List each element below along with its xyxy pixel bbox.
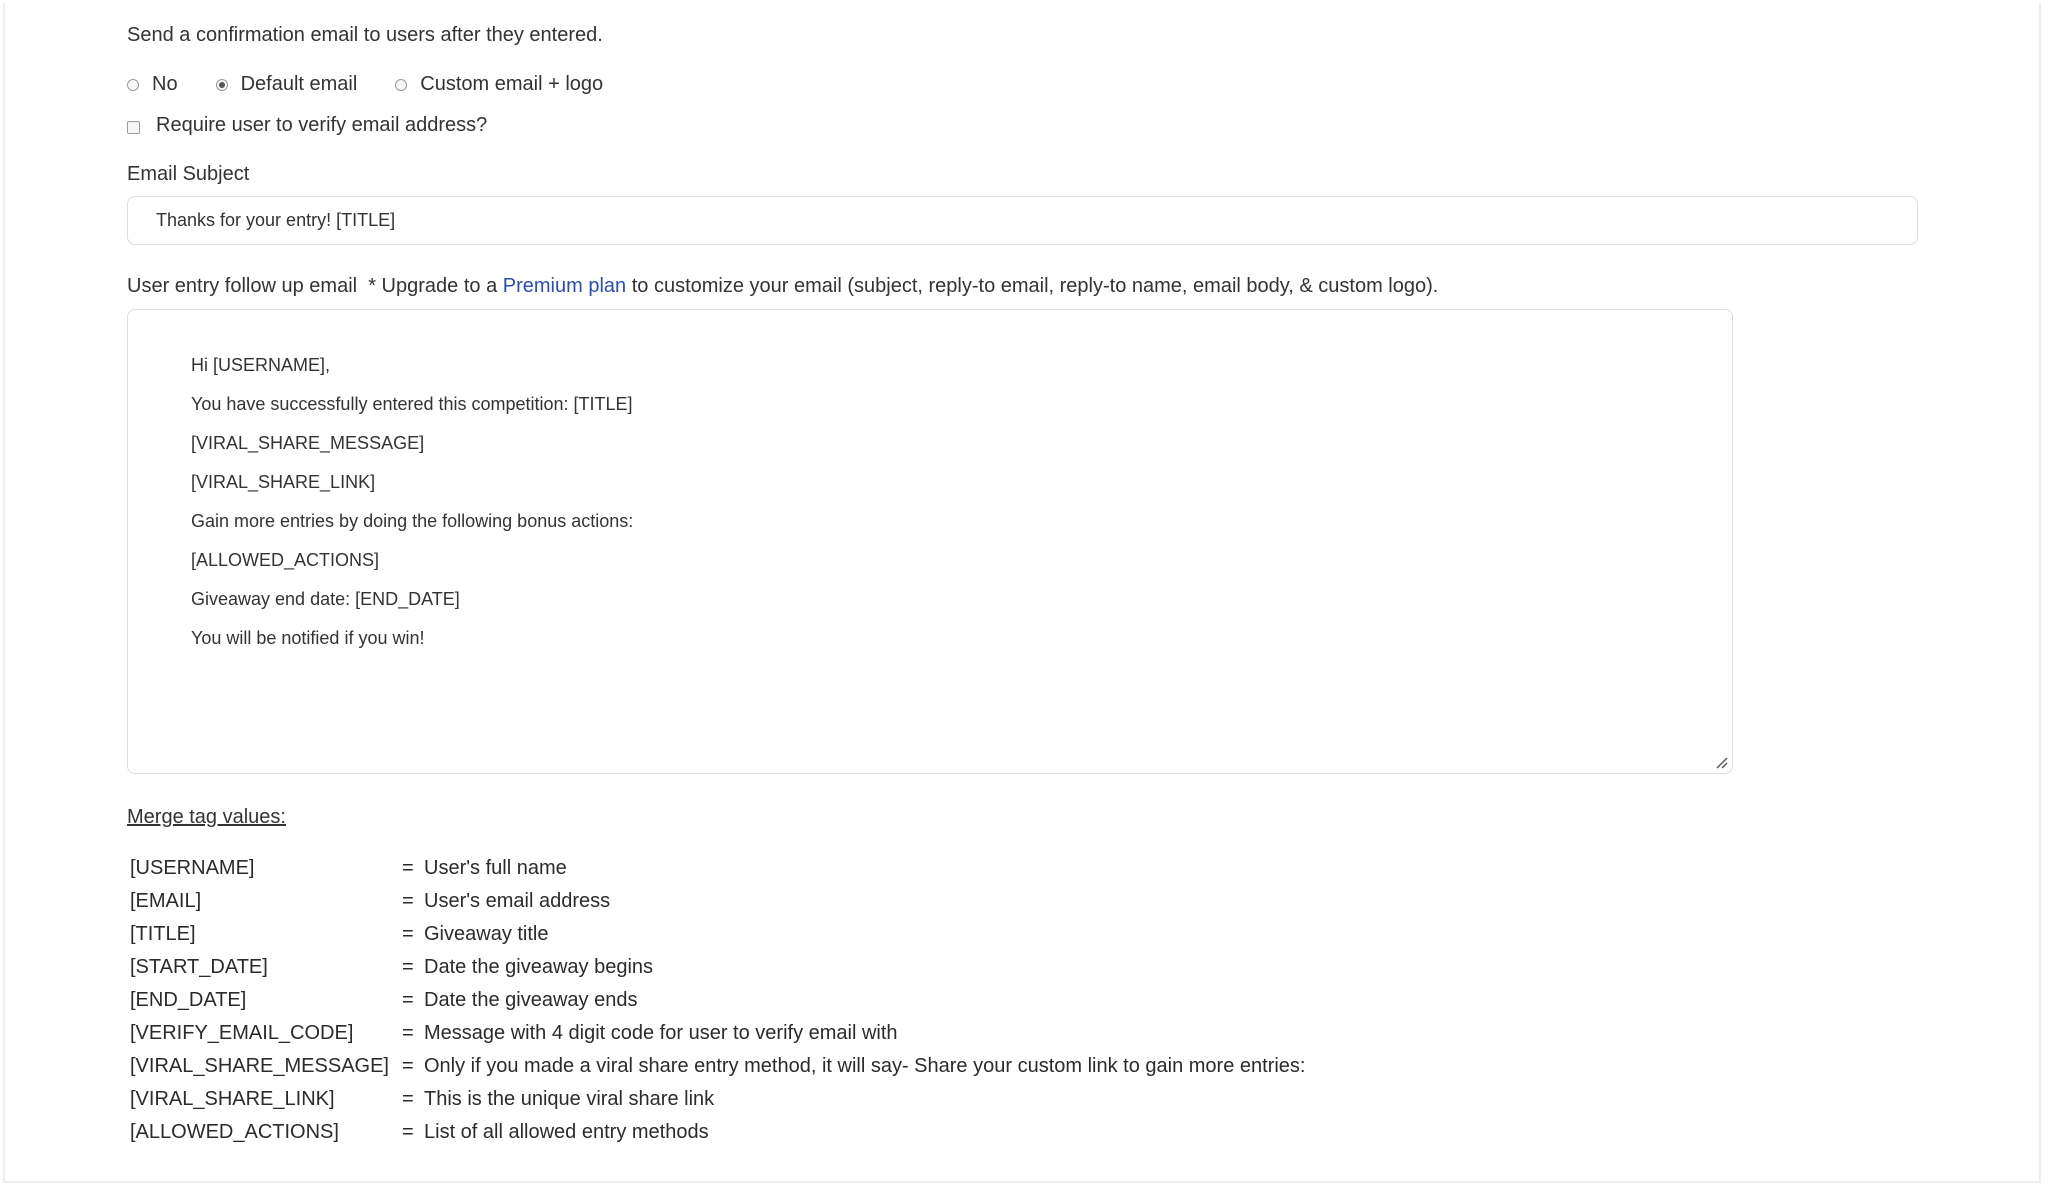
upgrade-suffix: to customize your email (subject, reply-to email, reply-to name, email body, & custom logo). [631,275,1439,297]
merge-tag-equals: = [402,1022,414,1044]
merge-tag-equals: = [402,1121,414,1143]
merge-tag-equals: = [402,890,414,912]
email-body-textarea[interactable] [127,309,1733,774]
merge-tag-description: Message with 4 digit code for user to verify email with [424,1022,898,1044]
merge-tag-row [130,852,1305,885]
merge-tag-equals: = [402,857,414,879]
confirmation-intro: Send a confirmation email to users after they entered. [127,24,603,46]
resize-handle-icon[interactable] [1714,755,1728,769]
email-subject-label: Email Subject [127,163,250,185]
verify-email-checkbox[interactable] [127,121,140,134]
body-line: [VIRAL_SHARE_MESSAGE] [191,433,425,453]
body-line: You will be notified if you win! [191,628,425,648]
merge-tag-title: Merge tag values: [127,806,286,828]
email-subject-input[interactable] [127,196,1918,245]
merge-tag-description: User's email address [424,890,611,912]
merge-tag-table [130,852,1305,1149]
merge-tag-name: [EMAIL] [130,890,202,912]
followup-email-label [127,275,1438,298]
verify-email-label: Require user to verify email address? [156,114,488,136]
body-line: [VIRAL_SHARE_LINK] [191,472,376,492]
merge-tag-description: Date the giveaway ends [424,989,638,1011]
body-line: Giveaway end date: [END_DATE] [191,589,460,609]
premium-plan-link[interactable]: Premium plan [502,275,627,297]
confirmation-radio-group [127,73,641,96]
merge-tag-row [130,918,1305,951]
merge-tag-row [130,951,1305,984]
upgrade-prefix: * Upgrade to a [368,275,498,297]
radio-option-no[interactable] [127,73,178,96]
body-line: [ALLOWED_ACTIONS] [191,550,380,570]
merge-tag-name: [TITLE] [130,923,196,945]
verify-email-option[interactable] [127,114,487,137]
merge-tag-row [130,885,1305,918]
merge-tag-description: List of all allowed entry methods [424,1121,709,1143]
merge-tag-name: [VIRAL_SHARE_LINK] [130,1088,335,1110]
email-body-content[interactable] [191,354,633,666]
radio-button-custom-email[interactable] [395,79,407,91]
body-line: You have successfully entered this competition: [TITLE] [191,394,633,414]
radio-label-custom-email: Custom email + logo [420,73,604,95]
radio-button-no[interactable] [127,79,139,91]
merge-tag-description: Date the giveaway begins [424,956,654,978]
merge-tag-row [130,984,1305,1017]
merge-tag-equals: = [402,1055,414,1077]
followup-label-text: User entry follow up email [127,275,358,297]
merge-tag-equals: = [402,923,414,945]
merge-tag-row [130,1050,1305,1083]
merge-tag-name: [END_DATE] [130,989,247,1011]
merge-tag-row [130,1083,1305,1116]
merge-tag-name: [START_DATE] [130,956,268,978]
merge-tag-description: User's full name [424,857,567,879]
merge-tag-description: Only if you made a viral share entry method, it will say- Share your custom link to gain more entries: [424,1055,1306,1077]
radio-option-custom-email[interactable] [395,73,603,96]
merge-tag-row [130,1116,1305,1149]
radio-label-default-email: Default email [240,73,358,95]
merge-tag-name: [VERIFY_EMAIL_CODE] [130,1022,354,1044]
merge-tag-description: This is the unique viral share link [424,1088,715,1110]
merge-tag-equals: = [402,956,414,978]
body-line: Hi [USERNAME], [191,355,331,375]
merge-tag-equals: = [402,1088,414,1110]
merge-tag-equals: = [402,989,414,1011]
merge-tag-name: [ALLOWED_ACTIONS] [130,1121,339,1143]
merge-tag-row [130,1017,1305,1050]
radio-button-default-email[interactable] [216,79,228,91]
radio-label-no: No [152,73,178,95]
radio-option-default-email[interactable] [216,73,358,96]
merge-tag-name: [USERNAME] [130,857,255,879]
merge-tag-description: Giveaway title [424,923,549,945]
merge-tag-name: [VIRAL_SHARE_MESSAGE] [130,1055,389,1077]
body-line: Gain more entries by doing the following bonus actions: [191,511,634,531]
